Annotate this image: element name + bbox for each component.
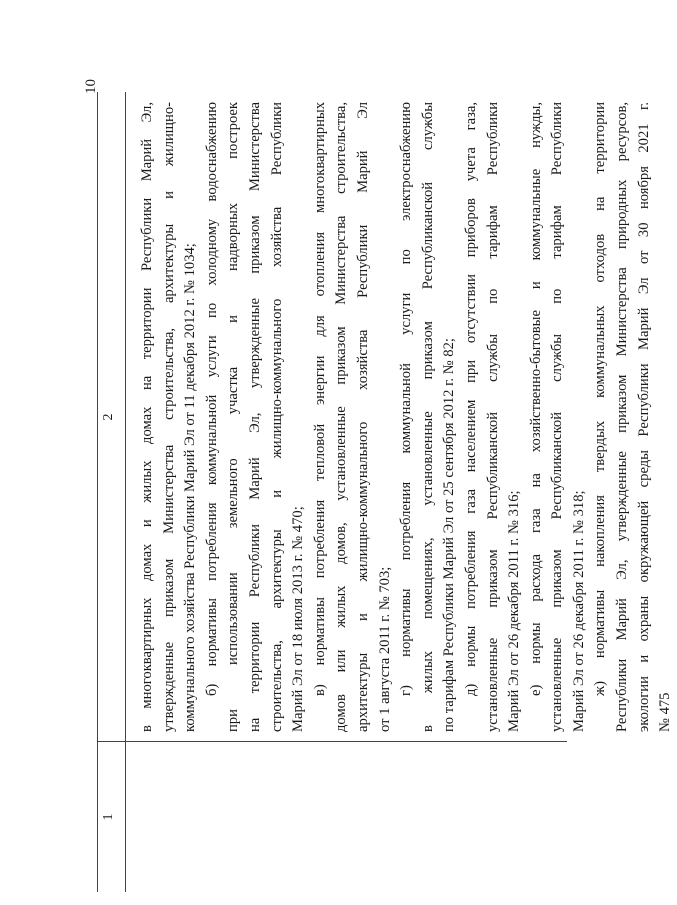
text-line: архитектуры и жилищно-коммунального хозяйства Республики Марий Эл: [354, 102, 371, 732]
column-divider-line: [125, 741, 567, 742]
text-line: установленные приказом Республиканской службы по тарифам Республики: [484, 102, 501, 732]
text-line: Марий Эл от 26 декабря 2011 г. № 316;: [506, 490, 523, 732]
text-line: ж) нормативы накопления твердых коммунальных отходов на территории: [592, 102, 609, 696]
body-text: [137, 102, 677, 732]
text-line: при использовании земельного участка и надворных построек: [225, 102, 242, 732]
text-line: строительства, архитектуры и жилищно-коммунального хозяйства Республики: [268, 102, 285, 732]
text-line: е) нормы расхода газа на хозяйственно-бытовые и коммунальные нужды,: [527, 102, 544, 696]
text-line: Марий Эл от 18 июля 2013 г. № 470;: [290, 506, 307, 732]
column-1-header: 1: [101, 813, 116, 821]
text-line: по тарифам Республики Марий Эл от 25 сентября 2012 г. № 82;: [441, 338, 458, 732]
table-header-bottom-rule: [125, 92, 126, 892]
page-number: 10: [83, 79, 99, 94]
text-line: домов или жилых домов, установленные приказом Министерства строительства,: [333, 102, 350, 732]
text-line: установленные приказом Республиканской службы по тарифам Республики: [549, 102, 566, 732]
text-line: утвержденные приказом Министерства строительства, архитектуры и жилищно-: [160, 102, 177, 732]
text-line: г) нормативы потребления коммунальной услуги по электроснабжению: [398, 102, 415, 696]
text-line: в) нормативы потребления тепловой энергии для отопления многоквартирных: [311, 102, 328, 696]
text-line: в многоквартирных домах и жилых домах на территории Республики Марий Эл,: [139, 102, 155, 732]
text-line: коммунального хозяйства Республики Марий Эл от 11 декабря 2012 г. № 1034;: [182, 243, 199, 732]
text-line: на территории Республики Марий Эл, утвержденные приказом Министерства: [246, 102, 263, 732]
text-line: экологии и охраны окружающей среды Республики Марий Эл от 30 ноября 2021 г.: [635, 102, 652, 732]
text-line: от 1 августа 2011 г. № 703;: [376, 566, 393, 732]
text-line: Марий Эл от 26 декабря 2011 г. № 318;: [570, 490, 587, 732]
rotated-page-content: [97, 92, 674, 892]
column-2-header: 2: [101, 413, 116, 421]
table-top-rule: [97, 92, 98, 892]
text-line: в жилых помещениях, установленные приказом Республиканской службы: [419, 102, 436, 732]
text-line: б) нормативы потребления коммунальной услуги по холодному водоснабжению: [203, 102, 220, 696]
text-line: Республики Марий Эл, утвержденные приказом Министерства природных ресурсов,: [614, 102, 631, 732]
text-line: д) нормы потребления газа населением при отсутствии приборов учета газа,: [462, 102, 479, 696]
text-line: № 475: [657, 692, 674, 732]
